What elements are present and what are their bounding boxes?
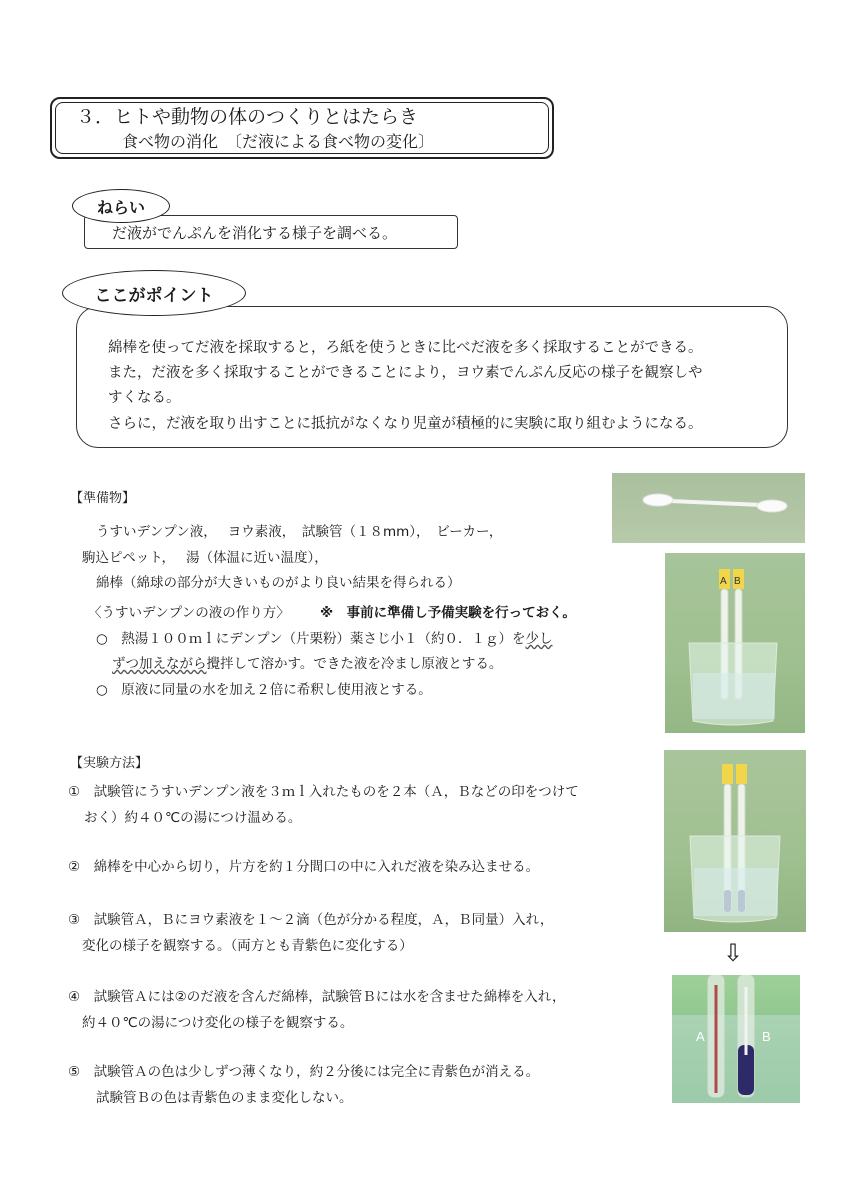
page-title: ３．ヒトや動物の体のつくりとはたらき — [76, 106, 419, 128]
method-step-3-cont: 変化の様子を観察する。（両方とも青紫色に変化する） — [82, 938, 413, 954]
prep-step-1 — [96, 627, 552, 647]
materials-heading: 【準備物】 — [70, 491, 136, 506]
tube-label-a: A — [720, 576, 727, 587]
method-step-1-cont: おく）約４０℃の湯につけ温める。 — [84, 810, 302, 826]
point-line: 綿棒を使ってだ液を採取すると，ろ紙を使うときに比べだ液を多く採取することができる。 — [108, 340, 703, 356]
prep-step-1-emphasis-cont: ずつ加えながら — [112, 656, 207, 672]
tube-label-b-closeup: B — [762, 1029, 771, 1044]
point-line: すくなる。 — [108, 390, 181, 406]
method-step-4-cont: 約４０℃の湯につけ変化の様子を観察する。 — [82, 1015, 354, 1031]
point-label: ここがポイント — [62, 270, 246, 316]
prep-step-1-text: ○ 熱湯１００ｍｌにデンプン（片栗粉）薬さじ小１（約０．１ｇ）を — [96, 631, 526, 647]
prep-heading: 〈うすいデンプンの液の作り方〉 — [88, 605, 290, 621]
aim-text: だ液がでんぷんを消化する様子を調べる。 — [112, 224, 398, 242]
cotton-swab-photo — [612, 473, 805, 543]
materials-line: 綿棒（綿球の部分が大きいものがより良い結果を得られる） — [96, 575, 461, 591]
page-subtitle: 食べ物の消化 〔だ液による食べ物の変化〕 — [122, 132, 435, 151]
prep-note: ※ 事前に準備し予備実験を行っておく。 — [320, 605, 576, 621]
beaker-photo-before — [665, 553, 805, 733]
tube-label-b: B — [734, 576, 741, 587]
title-box — [50, 97, 554, 159]
method-step-1: ① 試験管にうすいデンプン液を３ｍｌ入れたものを２本（Ａ，Ｂなどの印をつけて — [68, 784, 579, 800]
method-step-5-cont: 試験管Ｂの色は青紫色のまま変化しない。 — [96, 1090, 353, 1106]
prep-step-1-emphasis: 少し — [525, 631, 553, 647]
method-step-4: ④ 試験管Ａには②のだ液を含んだ綿棒，試験管Ｂには水を含ませた綿棒を入れ， — [68, 989, 566, 1005]
materials-line: 駒込ピペット， 湯（体温に近い温度）， — [82, 550, 328, 566]
point-line: また，だ液を多く採取することができることにより，ヨウ素でんぷん反応の様子を観察しや — [108, 365, 703, 381]
prep-step-1-cont — [112, 652, 502, 672]
materials-line: うすいデンプン液， ヨウ素液， 試験管（１８mm）， ビーカー， — [96, 524, 503, 540]
point-line: さらに，だ液を取り出すことに抵抗がなくなり児童が積極的に実験に取り組むようになる。 — [108, 416, 703, 432]
tubes-ab-image — [672, 975, 800, 1103]
tubes-ab-photo — [672, 975, 800, 1103]
beaker-clear-tubes-image — [665, 553, 805, 733]
method-step-2: ② 綿棒を中心から切り，片方を約１分間口の中に入れだ液を染み込ませる。 — [68, 859, 540, 875]
prep-step-1-text-cont: 攪拌して溶かす。できた液を冷まし原液とする。 — [206, 656, 503, 672]
beaker-violet-tubes-image — [664, 750, 806, 932]
method-heading: 【実験方法】 — [70, 756, 149, 771]
cotton-swab-image — [612, 473, 805, 543]
method-step-5: ⑤ 試験管Ａの色は少しずつ薄くなり，約２分後には完全に青紫色が消える。 — [68, 1064, 540, 1080]
aim-label: ねらい — [72, 189, 170, 223]
tube-label-a-closeup: A — [696, 1029, 705, 1044]
method-step-3: ③ 試験管Ａ，Ｂにヨウ素液を１～２滴（色が分かる程度，Ａ，Ｂ同量）入れ， — [68, 912, 554, 928]
prep-step-2: ○ 原液に同量の水を加え２倍に希釈し使用液とする。 — [96, 682, 432, 698]
beaker-photo-iodine — [664, 750, 806, 932]
arrow-down-icon: ⇩ — [722, 939, 744, 967]
